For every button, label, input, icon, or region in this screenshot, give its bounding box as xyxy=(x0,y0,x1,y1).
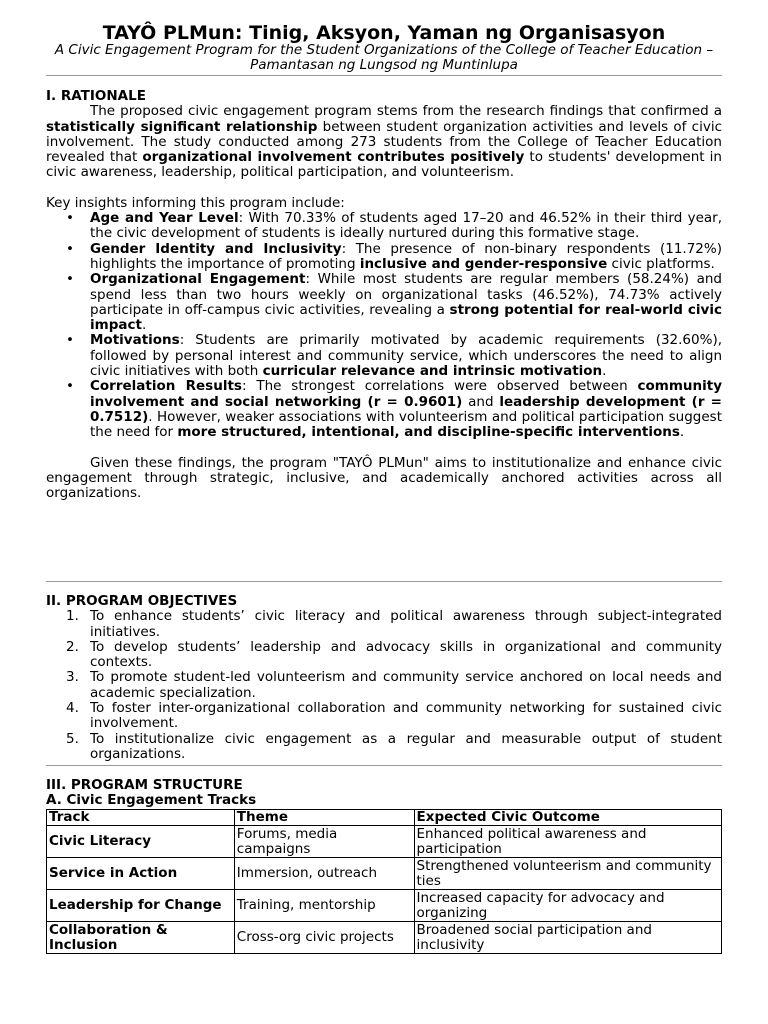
bold-text: more structured, intentional, and discipline-specific interventions xyxy=(177,424,680,441)
objectives-list xyxy=(46,609,722,762)
bold-text: Correlation Results xyxy=(90,378,242,395)
structure-section xyxy=(46,778,722,809)
bold-text: inclusive and gender-responsive xyxy=(359,255,608,272)
text-segment: and xyxy=(462,393,500,410)
text-segment: . However, weaker associations with volunteerism and political participation suggest the need for xyxy=(90,408,722,441)
objectives-divider xyxy=(46,765,722,766)
objective-item xyxy=(46,732,722,763)
theme-cell: Forums, media campaigns xyxy=(234,826,414,858)
objective-number: 4. xyxy=(66,700,79,717)
objective-item xyxy=(46,670,722,701)
rationale-section xyxy=(46,89,722,501)
insight-item-age xyxy=(46,211,722,242)
objectives-section xyxy=(46,594,722,762)
theme-cell: Immersion, outreach xyxy=(234,858,414,890)
objective-number: 1. xyxy=(66,608,79,625)
bold-text: community involvement and social networking (r = 0.9601) xyxy=(90,378,722,410)
document-title: TAYÔ PLMun: Tinig, Aksyon, Yaman ng Organisasyon xyxy=(102,22,666,44)
table-row xyxy=(47,826,722,858)
insight-item-gender xyxy=(46,242,722,273)
objective-text: To enhance students’ civic literacy and political awareness through subject-integrated initiatives. xyxy=(90,608,722,640)
objective-text: To institutionalize civic engagement as a regular and measurable output of student organizations. xyxy=(90,730,722,762)
table-row xyxy=(47,858,722,890)
text-segment: . xyxy=(679,424,685,441)
track-cell: Leadership for Change xyxy=(47,890,235,922)
outcome-cell: Strengthened volunteerism and community ties xyxy=(414,858,721,890)
outcome-cell: Broadened social participation and inclusivity xyxy=(414,922,721,954)
objective-text: To develop students’ leadership and advocacy skills in organizational and community contexts. xyxy=(90,638,722,671)
objectives-heading: II. PROGRAM OBJECTIVES xyxy=(46,593,238,609)
bullet-icon: • xyxy=(66,271,74,288)
insight-item-motivations xyxy=(46,333,722,379)
theme-cell: Training, mentorship xyxy=(234,890,414,922)
text-segment: : The presence of non-binary respondents (11.72%) highlights the importance of promoting xyxy=(90,240,722,272)
objective-number: 5. xyxy=(66,730,79,747)
track-cell: Service in Action xyxy=(47,858,235,890)
objective-item xyxy=(46,640,722,671)
text-segment: to students' development in civic awareness, leadership, political participation, and volunteerism. xyxy=(46,149,722,181)
bold-text: organizational involvement contributes positively xyxy=(142,149,525,166)
objective-text: To promote student-led volunteerism and community service anchored on local needs and academic specialization. xyxy=(90,669,722,701)
bold-text: statistically significant relationship xyxy=(46,118,318,135)
text-segment: : With 70.33% of students aged 17–20 and 46.52% in their third year, the civic development of students is ideally nurtured during this formative stage. xyxy=(90,210,722,242)
structure-heading: III. PROGRAM STRUCTURE xyxy=(46,777,243,793)
insight-item-correlation xyxy=(46,379,722,440)
header-divider xyxy=(46,75,722,76)
text-segment: The proposed civic engagement program stems from the research findings that confirmed a xyxy=(90,103,722,120)
rationale-heading: I. RATIONALE xyxy=(46,88,146,104)
bullet-icon: • xyxy=(66,210,74,227)
track-cell: Civic Literacy xyxy=(47,826,235,858)
bold-text: leadership development (r = 0.7512) xyxy=(90,393,722,425)
text-segment: . xyxy=(141,317,147,334)
objective-number: 2. xyxy=(66,638,79,655)
rationale-divider xyxy=(46,581,722,582)
theme-cell: Cross-org civic projects xyxy=(234,922,414,954)
text-segment: between student organization activities and levels of civic involvement. The study conducted among 273 students from the College of Teacher Education revealed that xyxy=(46,118,722,166)
outcome-cell: Enhanced political awareness and participation xyxy=(414,826,721,858)
column-header-outcome: Expected Civic Outcome xyxy=(414,810,721,826)
tracks-table xyxy=(46,809,722,954)
bold-text: curricular relevance and intrinsic motivation xyxy=(262,363,603,380)
outcome-cell: Increased capacity for advocacy and organizing xyxy=(414,890,721,922)
insights-intro: Key insights informing this program include: xyxy=(46,194,345,211)
insight-item-organizational xyxy=(46,272,722,333)
track-cell: Collaboration & Inclusion xyxy=(47,922,235,954)
table-header-row xyxy=(47,810,722,826)
tracks-subheading: A. Civic Engagement Tracks xyxy=(46,792,257,809)
document-subtitle: A Civic Engagement Program for the Student Organizations of the College of Teacher Education – Pamantasan ng Lungsod ng Muntinlupa xyxy=(54,42,714,73)
bold-text: Organizational Engagement xyxy=(90,271,306,288)
text-segment: : Students are primarily motivated by academic requirements (32.60%), followed by personal interest and community service, which underscores the need to align civic initiatives with both xyxy=(90,332,722,380)
text-segment: : While most students are regular members (58.24%) and spend less than two hours weekly on organizational tasks (46.52%), 74.73% actively participate in off-campus civic activities, revealing a xyxy=(90,271,723,318)
insights-list xyxy=(46,211,722,440)
objective-item xyxy=(46,609,722,640)
bold-text: Gender Identity and Inclusivity xyxy=(90,240,342,257)
column-header-theme: Theme xyxy=(234,810,414,826)
rationale-paragraph xyxy=(46,104,722,180)
bold-text: Motivations xyxy=(90,332,180,349)
column-header-track: Track xyxy=(47,810,235,826)
text-segment: : The strongest correlations were observed between xyxy=(241,378,638,395)
table-row xyxy=(47,922,722,954)
text-segment: civic platforms. xyxy=(607,255,715,272)
bullet-icon: • xyxy=(66,378,74,395)
bold-text: Age and Year Level xyxy=(90,210,239,227)
table-row xyxy=(47,890,722,922)
objective-text: To foster inter-organizational collaboration and community networking for sustained civic involvement. xyxy=(90,700,722,732)
objective-item xyxy=(46,701,722,732)
bold-text: strong potential for real-world civic impact xyxy=(90,301,722,334)
bullet-icon: • xyxy=(66,240,74,257)
objective-number: 3. xyxy=(66,669,79,686)
rationale-conclusion: Given these findings, the program "TAYÔ PLMun" aims to institutionalize and enhance civic engagement through strategic, inclusive, and academically anchored activities across all organizations. xyxy=(46,454,722,502)
text-segment: . xyxy=(602,363,607,380)
bullet-icon: • xyxy=(66,332,74,349)
